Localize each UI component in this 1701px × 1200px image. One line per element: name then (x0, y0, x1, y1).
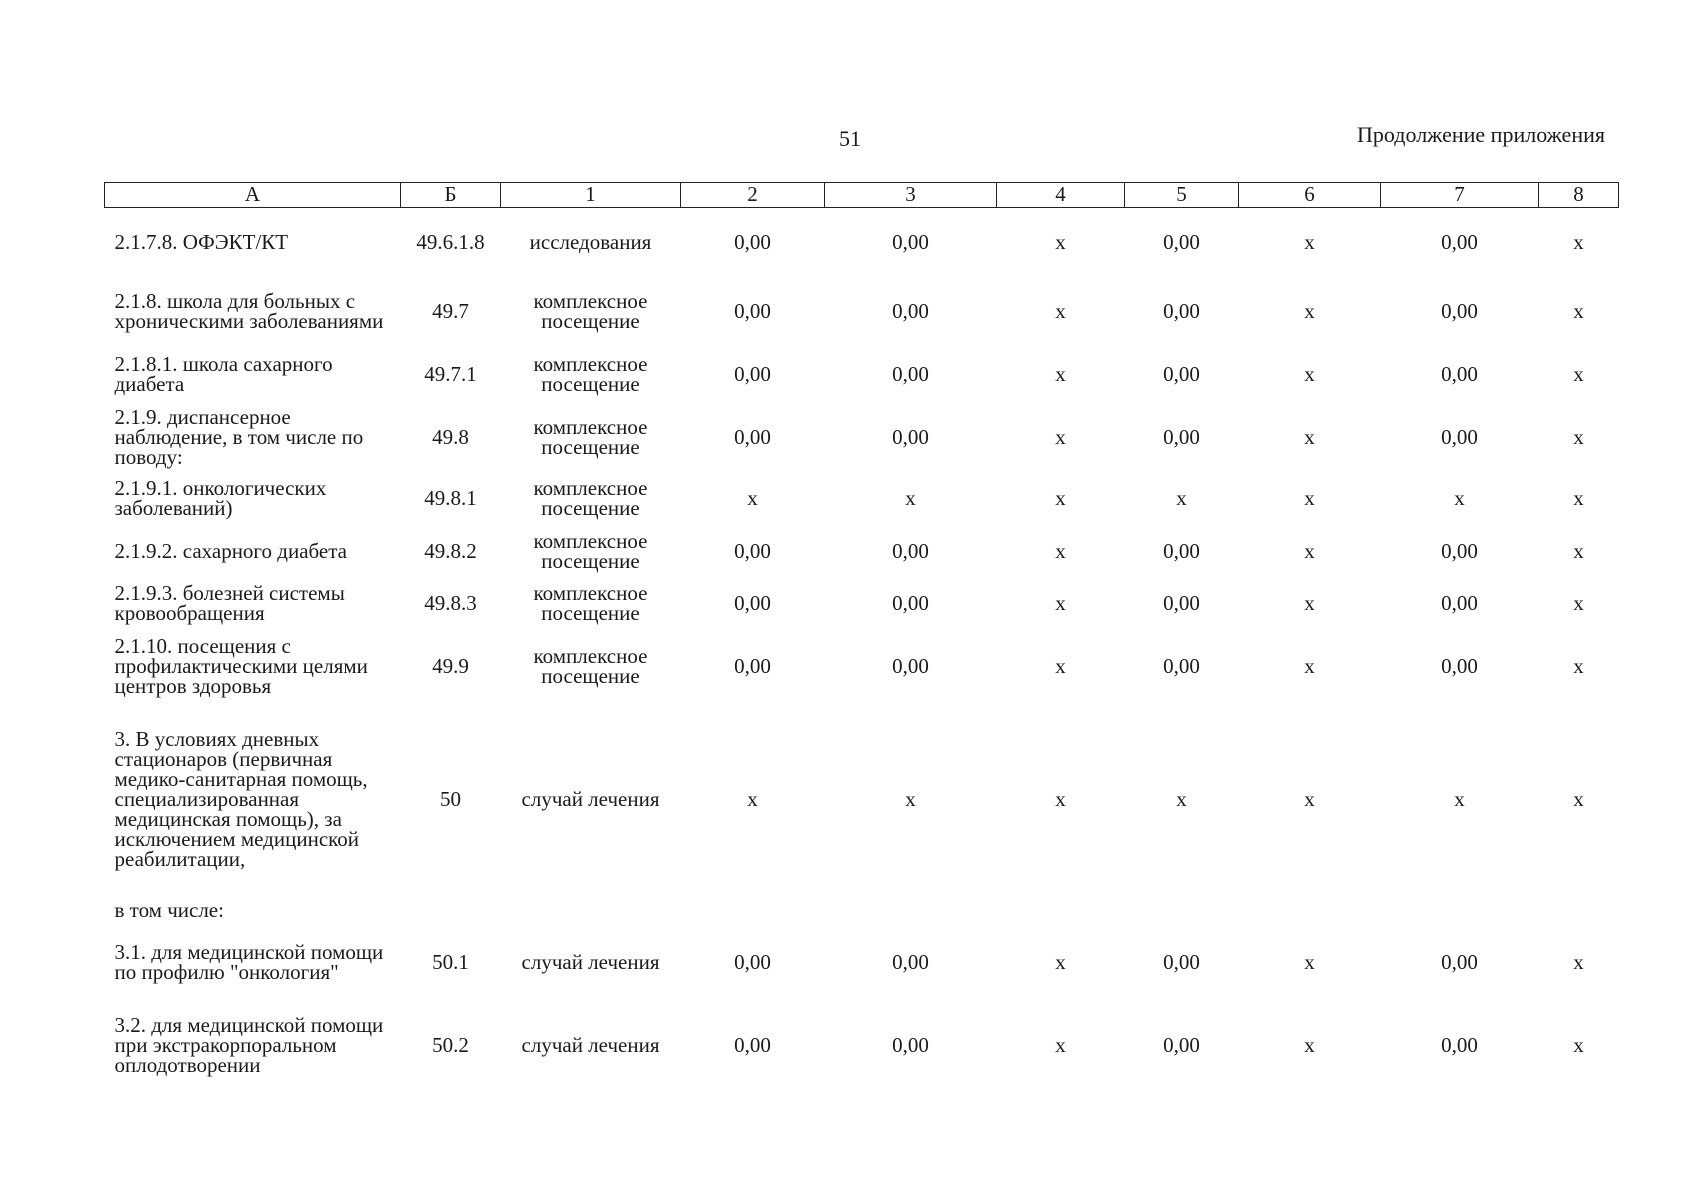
table-cell: х (1055, 950, 1066, 975)
table-body (105, 208, 1619, 1093)
row-unit: случай лечения (521, 787, 660, 812)
table-cell (1381, 896, 1539, 926)
table-cell: х (1304, 591, 1315, 616)
table-cell: х (1454, 486, 1465, 511)
table-row (105, 526, 1619, 578)
table-cell: х (1304, 362, 1315, 387)
table-cell: х (1055, 299, 1066, 324)
table-cell: 0,00 (1163, 425, 1200, 450)
table-cell: х (1304, 425, 1315, 450)
table-cell: 0,00 (1441, 654, 1478, 679)
table-row (105, 208, 1619, 279)
table-row (105, 472, 1619, 526)
row-code: 49.9 (432, 654, 469, 679)
table-cell: 0,00 (1163, 1033, 1200, 1058)
row-label: в том числе: (114, 898, 224, 923)
column-header: 2 (681, 183, 825, 208)
row-label: 3. В условиях дневных стационаров (первичная медико-санитарная помощь, специализированная медицинская помощь), за исключением медицинской реабилитации, (114, 727, 368, 871)
column-header: 8 (1539, 183, 1619, 208)
table-cell: 0,00 (1441, 1033, 1478, 1058)
row-label: 2.1.10. посещения с профилактическими целями центров здоровья (114, 634, 368, 698)
table-cell: 0,00 (734, 591, 771, 616)
table-cell: х (747, 486, 758, 511)
row-code: 50 (440, 787, 461, 812)
table-cell: х (1573, 425, 1584, 450)
column-header: 5 (1125, 183, 1239, 208)
table-cell: х (1304, 486, 1315, 511)
row-unit: комплексное посещение (533, 581, 648, 625)
table-cell (825, 896, 997, 926)
table-row (105, 1000, 1619, 1092)
table-cell: 0,00 (892, 654, 929, 679)
table-cell: 0,00 (734, 1033, 771, 1058)
row-unit: комплексное посещение (533, 289, 648, 333)
table-cell: 0,00 (1441, 425, 1478, 450)
row-unit: случай лечения (521, 950, 660, 975)
row-unit: исследования (529, 230, 652, 255)
column-header: А (105, 183, 401, 208)
table-cell: 0,00 (1163, 591, 1200, 616)
table-cell: 0,00 (892, 950, 929, 975)
table-cell: 0,00 (1163, 362, 1200, 387)
row-label: 2.1.9.1. онкологических заболеваний) (114, 476, 327, 520)
row-code: 49.7.1 (424, 362, 477, 387)
table-cell: х (1055, 1033, 1066, 1058)
row-code: 49.8.2 (424, 539, 477, 564)
row-label: 2.1.9. диспансерное наблюдение, в том числе по поводу: (114, 405, 364, 469)
table-row (105, 926, 1619, 1000)
table-cell: х (1573, 787, 1584, 812)
table-cell: х (1304, 1033, 1315, 1058)
column-header: 7 (1381, 183, 1539, 208)
row-label: 3.1. для медицинской помощи по профилю "онкология" (114, 940, 384, 984)
table-row (105, 346, 1619, 404)
table-cell: 0,00 (892, 539, 929, 564)
table-cell: х (1573, 654, 1584, 679)
data-table (104, 182, 1619, 1092)
page-number: 51 (839, 126, 861, 151)
table-cell: х (1573, 362, 1584, 387)
table-cell: 0,00 (892, 299, 929, 324)
row-label: 2.1.7.8. ОФЭКТ/КТ (114, 230, 289, 255)
table-cell: х (1573, 230, 1584, 255)
table-row (105, 404, 1619, 472)
table-cell: 0,00 (1441, 362, 1478, 387)
column-header: 1 (501, 183, 681, 208)
row-label: 2.1.8. школа для больных с хроническими заболеваниями (114, 289, 384, 333)
column-header: 3 (825, 183, 997, 208)
table-cell (1539, 896, 1619, 926)
row-unit: комплексное посещение (533, 415, 648, 459)
table-cell: х (1055, 539, 1066, 564)
table-cell: х (1176, 486, 1187, 511)
row-code: 50.2 (432, 1033, 469, 1058)
table-cell: 0,00 (1163, 950, 1200, 975)
table-cell: х (1304, 539, 1315, 564)
table-cell: х (1573, 950, 1584, 975)
table-cell: 0,00 (1441, 230, 1478, 255)
table-cell: х (1055, 425, 1066, 450)
table-header (105, 183, 1619, 208)
table-cell (681, 896, 825, 926)
table-cell: 0,00 (734, 230, 771, 255)
table-cell: х (1573, 299, 1584, 324)
table-cell: х (1573, 591, 1584, 616)
table-cell: 0,00 (1441, 539, 1478, 564)
table-cell (1239, 896, 1381, 926)
table-cell: 0,00 (1163, 539, 1200, 564)
table-cell: 0,00 (734, 425, 771, 450)
row-code: 49.7 (432, 299, 469, 324)
row-code: 49.8.3 (424, 591, 477, 616)
table-cell: х (1454, 787, 1465, 812)
row-unit: комплексное посещение (533, 644, 648, 688)
row-unit: комплексное посещение (533, 529, 648, 573)
table-cell: х (1304, 299, 1315, 324)
table-cell: х (1055, 486, 1066, 511)
table-cell: 0,00 (734, 299, 771, 324)
table-cell: 0,00 (892, 1033, 929, 1058)
row-unit: случай лечения (521, 1033, 660, 1058)
running-title: Продолжение приложения (1357, 122, 1605, 147)
table-cell: х (1055, 787, 1066, 812)
table-cell (1125, 896, 1239, 926)
table-cell: х (747, 787, 758, 812)
row-label: 3.2. для медицинской помощи при экстракорпоральном оплодотворении (114, 1013, 384, 1077)
table-header-row (105, 183, 1619, 208)
table-cell: 0,00 (1163, 299, 1200, 324)
table-cell: 0,00 (734, 362, 771, 387)
column-header: 4 (997, 183, 1125, 208)
table-cell: х (905, 486, 916, 511)
row-label: 2.1.8.1. школа сахарного диабета (114, 352, 333, 396)
row-code: 50.1 (432, 950, 469, 975)
row-code: 49.8 (432, 425, 469, 450)
table-row (105, 278, 1619, 346)
table-cell: х (1304, 230, 1315, 255)
row-unit: комплексное посещение (533, 476, 648, 520)
table-row (105, 704, 1619, 896)
table-cell: 0,00 (1163, 654, 1200, 679)
row-unit: комплексное посещение (533, 352, 648, 396)
table-cell: х (1304, 950, 1315, 975)
table-cell: 0,00 (892, 230, 929, 255)
table-cell: х (1055, 362, 1066, 387)
row-code (401, 896, 501, 926)
table-cell: 0,00 (734, 654, 771, 679)
table-cell: х (1055, 230, 1066, 255)
table-cell: х (1573, 486, 1584, 511)
table-cell: х (1573, 539, 1584, 564)
column-header: 6 (1239, 183, 1381, 208)
row-unit (501, 896, 681, 926)
table-cell: х (905, 787, 916, 812)
row-code: 49.6.1.8 (416, 230, 485, 255)
row-label: 2.1.9.3. болезней системы кровообращения (114, 581, 345, 625)
table-row (105, 630, 1619, 704)
table-cell: х (1055, 591, 1066, 616)
table-cell: 0,00 (892, 591, 929, 616)
table-cell: 0,00 (892, 425, 929, 450)
table-cell: х (1304, 654, 1315, 679)
table-cell: х (1304, 787, 1315, 812)
table-row (105, 896, 1619, 926)
row-code: 49.8.1 (424, 486, 477, 511)
table-cell: 0,00 (1441, 591, 1478, 616)
table-cell: 0,00 (1441, 950, 1478, 975)
table-cell: 0,00 (1163, 230, 1200, 255)
table-cell (997, 896, 1125, 926)
table-cell: х (1055, 654, 1066, 679)
table-cell: 0,00 (892, 362, 929, 387)
table-cell: х (1573, 1033, 1584, 1058)
row-label: 2.1.9.2. сахарного диабета (114, 539, 347, 564)
table-cell: х (1176, 787, 1187, 812)
column-header: Б (401, 183, 501, 208)
table-cell: 0,00 (734, 539, 771, 564)
table-cell: 0,00 (734, 950, 771, 975)
table-cell: 0,00 (1441, 299, 1478, 324)
table-row (105, 578, 1619, 630)
